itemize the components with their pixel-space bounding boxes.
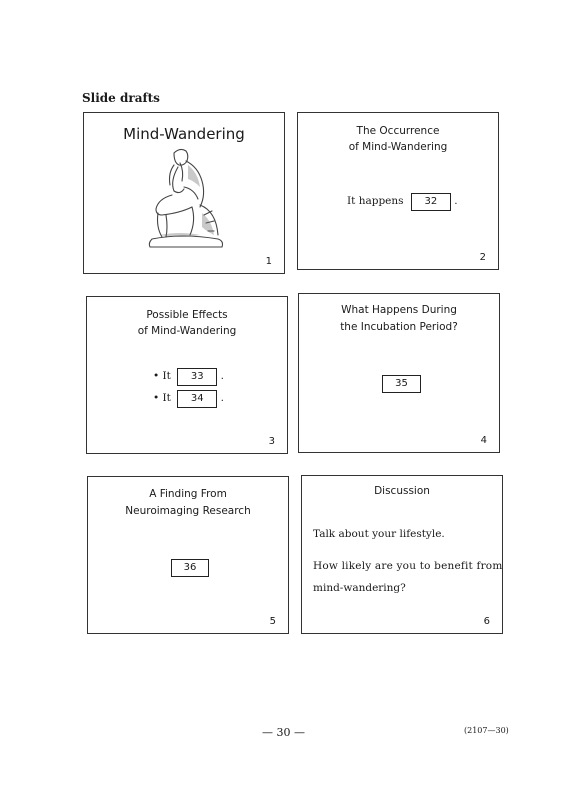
slide-number: 3 [268,436,275,447]
discussion-line-2: How likely are you to benefit from [313,560,503,572]
answer-blank-36: 36 [171,559,209,577]
blank-sentence [347,193,458,211]
slide-3 [86,296,288,454]
bullet-prefix: • It [153,392,171,404]
sentence-punct: . [454,195,458,207]
slide-title-line1: What Happens During [341,304,457,316]
document-code: (2107—30) [464,726,509,735]
slide-title-line1: Possible Effects [146,309,228,321]
slide-title-line1: A Finding From [149,488,227,500]
slide-number: 2 [479,252,486,263]
thinker-statue-icon [144,143,229,249]
bullet-punct: . [220,370,224,382]
discussion-line-1: Talk about your lifestyle. [313,528,445,540]
slide-title: Mind-Wandering [123,125,245,143]
slide-title-line2: the Incubation Period? [340,321,458,333]
slide-title: Discussion [374,485,430,497]
answer-blank-33: 33 [177,368,217,386]
answer-blank-34: 34 [177,390,217,408]
sentence-text: It happens [347,195,404,207]
bullet-item-2 [153,390,224,408]
slide-number: 1 [265,256,272,267]
discussion-line-3: mind-wandering? [313,582,406,594]
slide-number: 4 [480,435,487,446]
page-number: — 30 — [262,726,305,739]
slide-number: 6 [483,616,490,627]
answer-blank-32: 32 [411,193,451,211]
slide-2 [297,112,499,270]
bullet-punct: . [220,392,224,404]
slide-1 [83,112,285,274]
slide-title-line2: of Mind-Wandering [137,325,237,337]
slide-6 [301,475,503,634]
slide-4 [298,293,500,453]
slide-title-line2: of Mind-Wandering [348,141,448,153]
section-heading: Slide drafts [82,91,160,105]
answer-blank-35: 35 [382,375,421,393]
slide-number: 5 [269,616,276,627]
slide-title-line2: Neuroimaging Research [125,505,251,517]
slide-title-line1: The Occurrence [356,125,440,137]
bullet-prefix: • It [153,370,171,382]
slide-5 [87,476,289,634]
bullet-item-1 [153,368,224,386]
